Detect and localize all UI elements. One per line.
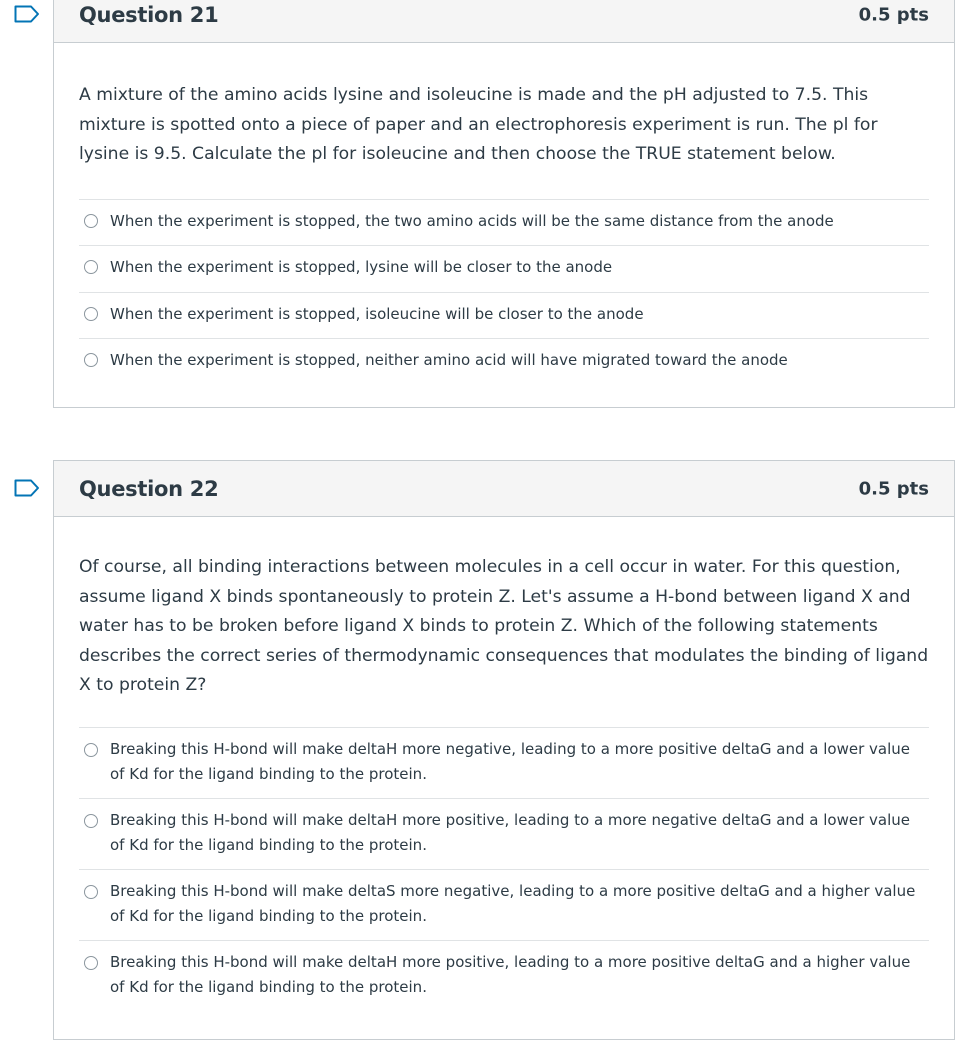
question-text: Of course, all binding interactions between molecules in a cell occur in water. For this question, assume ligand X binds spontaneously to protein Z. Let's assume a H-bond between ligand X and water has to be broken before ligand X binds to protein Z. Which of the following statements describes the correct series of thermodynamic consequences that modulates the binding of ligand X to protein Z? (79, 557, 929, 695)
radio-button[interactable] (84, 307, 98, 321)
radio-button[interactable] (84, 353, 98, 367)
question-points: 0.5 pts (858, 478, 929, 499)
answer-label: Breaking this H-bond will make deltaH more negative, leading to a more positive deltaG and a lower value of Kd for the ligand binding to the protein. (110, 739, 910, 783)
radio-button[interactable] (84, 885, 98, 899)
radio-button[interactable] (84, 260, 98, 274)
question-header (54, 461, 954, 517)
answer-list (79, 727, 929, 1012)
answer-label: When the experiment is stopped, lysine will be closer to the anode (110, 258, 613, 276)
radio-button[interactable] (84, 743, 98, 757)
answer-label: When the experiment is stopped, the two amino acids will be the same distance from the anode (110, 211, 834, 230)
answer-label: Breaking this H-bond will make deltaH more positive, leading to a more positive deltaG and a higher value of Kd for the ligand binding to the protein. (110, 952, 911, 996)
question-text: A mixture of the amino acids lysine and isoleucine is made and the pH adjusted to 7.5. This mixture is spotted onto a piece of paper and an electrophoresis experiment is run. The pl for lysine is 9.5. Calculate the pl for isoleucine and then choose the TRUE statement below. (79, 85, 878, 164)
answer-option[interactable] (79, 293, 929, 340)
question-points: 0.5 pts (858, 4, 929, 25)
answer-option[interactable] (79, 246, 929, 293)
answer-option[interactable] (79, 339, 929, 386)
radio-button[interactable] (84, 814, 98, 828)
answer-label: When the experiment is stopped, isoleucine will be closer to the anode (110, 304, 644, 323)
answer-list (79, 199, 929, 386)
flag-question-icon[interactable] (14, 5, 40, 23)
question-card (53, 460, 955, 1040)
question-header (54, 0, 954, 43)
answer-option[interactable] (79, 728, 929, 799)
flag-question-icon[interactable] (14, 479, 40, 497)
answer-option[interactable] (79, 799, 929, 870)
answer-option[interactable] (79, 941, 929, 1012)
answer-label: Breaking this H-bond will make deltaH more positive, leading to a more negative deltaG and a lower value of Kd for the ligand binding to the protein. (110, 810, 910, 854)
question-card (53, 0, 955, 408)
radio-button[interactable] (84, 214, 98, 228)
radio-button[interactable] (84, 956, 98, 970)
answer-option[interactable] (79, 200, 929, 247)
answer-option[interactable] (79, 870, 929, 941)
answer-label: When the experiment is stopped, neither amino acid will have migrated toward the anode (110, 351, 788, 369)
answer-label: Breaking this H-bond will make deltaS more negative, leading to a more positive deltaG and a higher value of Kd for the ligand binding to the protein. (110, 881, 916, 925)
question-title: Question 22 (79, 476, 219, 501)
question-title: Question 21 (79, 2, 219, 27)
